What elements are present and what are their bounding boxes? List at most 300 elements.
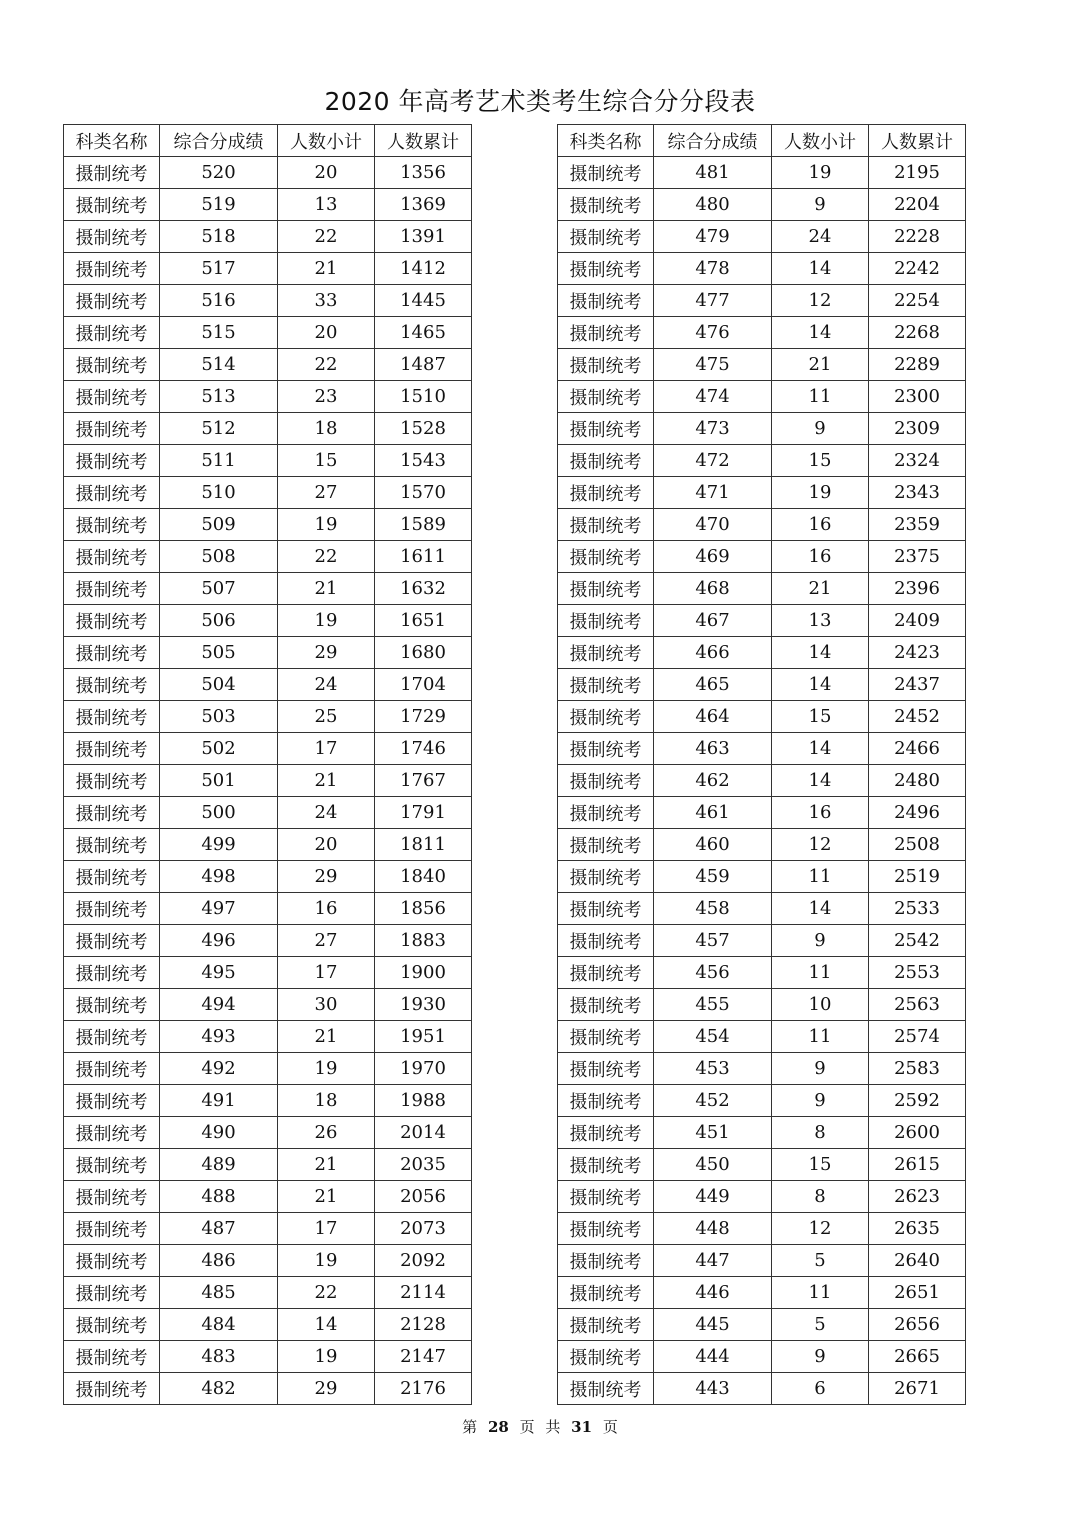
page-footer <box>0 1417 1080 1437</box>
table-row <box>558 893 966 925</box>
cell-category: 摄制统考 <box>558 1181 654 1213</box>
cell-count: 21 <box>278 1149 375 1181</box>
cell-category: 摄制统考 <box>558 1373 654 1405</box>
cell-category: 摄制统考 <box>558 1309 654 1341</box>
table-row <box>558 1245 966 1277</box>
cell-cumulative: 1951 <box>375 1021 472 1053</box>
cell-cumulative: 2542 <box>869 925 966 957</box>
cell-count: 19 <box>278 509 375 541</box>
cell-count: 14 <box>772 317 869 349</box>
cell-category: 摄制统考 <box>558 829 654 861</box>
cell-cumulative: 1930 <box>375 989 472 1021</box>
cell-score: 508 <box>160 541 278 573</box>
cell-cumulative: 1651 <box>375 605 472 637</box>
table-row <box>558 157 966 189</box>
cell-category: 摄制统考 <box>558 157 654 189</box>
cell-score: 482 <box>160 1373 278 1405</box>
cell-cumulative: 2268 <box>869 317 966 349</box>
cell-cumulative: 2375 <box>869 541 966 573</box>
cell-category: 摄制统考 <box>558 253 654 285</box>
table-row <box>64 285 472 317</box>
table-row <box>64 1021 472 1053</box>
cell-count: 20 <box>278 317 375 349</box>
cell-cumulative: 2553 <box>869 957 966 989</box>
table-row <box>64 829 472 861</box>
cell-count: 25 <box>278 701 375 733</box>
cell-count: 14 <box>772 733 869 765</box>
cell-score: 510 <box>160 477 278 509</box>
cell-count: 27 <box>278 925 375 957</box>
cell-score: 465 <box>654 669 772 701</box>
cell-cumulative: 2519 <box>869 861 966 893</box>
cell-cumulative: 1445 <box>375 285 472 317</box>
cell-score: 454 <box>654 1021 772 1053</box>
cell-count: 21 <box>278 1021 375 1053</box>
cell-category: 摄制统考 <box>558 1277 654 1309</box>
cell-count: 21 <box>772 573 869 605</box>
footer-suffix: 页 <box>602 1418 618 1436</box>
cell-category: 摄制统考 <box>558 765 654 797</box>
table-row <box>558 285 966 317</box>
cell-count: 9 <box>772 1085 869 1117</box>
cell-cumulative: 1510 <box>375 381 472 413</box>
cell-count: 18 <box>278 1085 375 1117</box>
cell-category: 摄制统考 <box>558 477 654 509</box>
cell-score: 484 <box>160 1309 278 1341</box>
table-row <box>64 221 472 253</box>
cell-count: 16 <box>278 893 375 925</box>
cell-category: 摄制统考 <box>558 1245 654 1277</box>
cell-score: 495 <box>160 957 278 989</box>
cell-cumulative: 2147 <box>375 1341 472 1373</box>
cell-score: 448 <box>654 1213 772 1245</box>
cell-count: 11 <box>772 861 869 893</box>
cell-score: 505 <box>160 637 278 669</box>
cell-cumulative: 2671 <box>869 1373 966 1405</box>
cell-count: 8 <box>772 1117 869 1149</box>
cell-score: 509 <box>160 509 278 541</box>
cell-score: 450 <box>654 1149 772 1181</box>
table-row <box>558 1373 966 1405</box>
table-row <box>64 669 472 701</box>
cell-score: 475 <box>654 349 772 381</box>
cell-score: 470 <box>654 509 772 541</box>
cell-cumulative: 2615 <box>869 1149 966 1181</box>
cell-score: 507 <box>160 573 278 605</box>
cell-score: 517 <box>160 253 278 285</box>
cell-score: 451 <box>654 1117 772 1149</box>
table-row <box>64 1149 472 1181</box>
cell-cumulative: 2508 <box>869 829 966 861</box>
table-row <box>64 189 472 221</box>
cell-cumulative: 2437 <box>869 669 966 701</box>
cell-category: 摄制统考 <box>64 1373 160 1405</box>
table-row <box>558 1021 966 1053</box>
cell-cumulative: 2092 <box>375 1245 472 1277</box>
cell-count: 11 <box>772 957 869 989</box>
cell-score: 512 <box>160 413 278 445</box>
cell-cumulative: 1791 <box>375 797 472 829</box>
cell-cumulative: 1632 <box>375 573 472 605</box>
cell-cumulative: 2583 <box>869 1053 966 1085</box>
cell-score: 455 <box>654 989 772 1021</box>
cell-cumulative: 2195 <box>869 157 966 189</box>
cell-count: 22 <box>278 541 375 573</box>
cell-category: 摄制统考 <box>64 573 160 605</box>
footer-middle: 页 共 <box>519 1418 561 1436</box>
cell-category: 摄制统考 <box>64 1277 160 1309</box>
cell-category: 摄制统考 <box>558 733 654 765</box>
cell-category: 摄制统考 <box>64 893 160 925</box>
cell-count: 15 <box>772 701 869 733</box>
cell-cumulative: 2128 <box>375 1309 472 1341</box>
cell-score: 493 <box>160 1021 278 1053</box>
cell-category: 摄制统考 <box>558 605 654 637</box>
cell-cumulative: 2635 <box>869 1213 966 1245</box>
cell-count: 24 <box>278 797 375 829</box>
cell-count: 9 <box>772 1053 869 1085</box>
table-row <box>558 349 966 381</box>
cell-score: 504 <box>160 669 278 701</box>
cell-score: 453 <box>654 1053 772 1085</box>
cell-cumulative: 1840 <box>375 861 472 893</box>
cell-cumulative: 1811 <box>375 829 472 861</box>
cell-cumulative: 1988 <box>375 1085 472 1117</box>
cell-cumulative: 2533 <box>869 893 966 925</box>
cell-count: 16 <box>772 541 869 573</box>
cell-count: 14 <box>772 637 869 669</box>
cell-cumulative: 2656 <box>869 1309 966 1341</box>
table-row <box>558 413 966 445</box>
cell-score: 445 <box>654 1309 772 1341</box>
cell-cumulative: 2204 <box>869 189 966 221</box>
cell-score: 514 <box>160 349 278 381</box>
cell-cumulative: 2423 <box>869 637 966 669</box>
cell-category: 摄制统考 <box>64 765 160 797</box>
cell-category: 摄制统考 <box>558 893 654 925</box>
cell-cumulative: 1680 <box>375 637 472 669</box>
cell-cumulative: 1589 <box>375 509 472 541</box>
table-row <box>558 1181 966 1213</box>
table-row <box>64 1053 472 1085</box>
cell-score: 501 <box>160 765 278 797</box>
cell-count: 12 <box>772 1213 869 1245</box>
cell-cumulative: 2114 <box>375 1277 472 1309</box>
table-row <box>64 445 472 477</box>
cell-cumulative: 2254 <box>869 285 966 317</box>
table-row <box>558 381 966 413</box>
footer-total-pages: 31 <box>571 1418 593 1436</box>
cell-count: 29 <box>278 637 375 669</box>
cell-score: 492 <box>160 1053 278 1085</box>
cell-category: 摄制统考 <box>64 989 160 1021</box>
table-row <box>558 1213 966 1245</box>
cell-category: 摄制统考 <box>64 797 160 829</box>
table-row <box>558 189 966 221</box>
cell-cumulative: 2640 <box>869 1245 966 1277</box>
cell-cumulative: 1970 <box>375 1053 472 1085</box>
table-row <box>558 317 966 349</box>
table-row <box>64 1373 472 1405</box>
cell-score: 456 <box>654 957 772 989</box>
cell-count: 22 <box>278 349 375 381</box>
table-row <box>558 733 966 765</box>
cell-category: 摄制统考 <box>558 541 654 573</box>
cell-count: 11 <box>772 1277 869 1309</box>
cell-count: 20 <box>278 157 375 189</box>
table-row <box>558 861 966 893</box>
cell-cumulative: 1883 <box>375 925 472 957</box>
cell-category: 摄制统考 <box>64 1341 160 1373</box>
cell-category: 摄制统考 <box>558 1085 654 1117</box>
cell-category: 摄制统考 <box>64 477 160 509</box>
cell-cumulative: 2056 <box>375 1181 472 1213</box>
table-row <box>64 701 472 733</box>
cell-cumulative: 2409 <box>869 605 966 637</box>
cell-count: 5 <box>772 1245 869 1277</box>
cell-count: 26 <box>278 1117 375 1149</box>
header-count: 人数小计 <box>772 125 869 157</box>
header-cumulative: 人数累计 <box>869 125 966 157</box>
cell-cumulative: 2309 <box>869 413 966 445</box>
cell-score: 477 <box>654 285 772 317</box>
cell-cumulative: 1856 <box>375 893 472 925</box>
cell-score: 473 <box>654 413 772 445</box>
cell-count: 16 <box>772 797 869 829</box>
table-row <box>64 925 472 957</box>
cell-count: 21 <box>278 765 375 797</box>
cell-category: 摄制统考 <box>558 349 654 381</box>
cell-category: 摄制统考 <box>64 733 160 765</box>
cell-count: 21 <box>278 1181 375 1213</box>
cell-category: 摄制统考 <box>558 1021 654 1053</box>
table-body-right <box>558 157 966 1405</box>
cell-category: 摄制统考 <box>64 541 160 573</box>
table-row <box>64 1213 472 1245</box>
cell-score: 474 <box>654 381 772 413</box>
table-row <box>64 989 472 1021</box>
cell-count: 5 <box>772 1309 869 1341</box>
cell-category: 摄制统考 <box>64 701 160 733</box>
cell-category: 摄制统考 <box>558 573 654 605</box>
cell-cumulative: 1465 <box>375 317 472 349</box>
table-row <box>64 1309 472 1341</box>
cell-category: 摄制统考 <box>558 1149 654 1181</box>
cell-category: 摄制统考 <box>558 1117 654 1149</box>
table-row <box>64 157 472 189</box>
cell-score: 487 <box>160 1213 278 1245</box>
cell-category: 摄制统考 <box>558 221 654 253</box>
cell-score: 447 <box>654 1245 772 1277</box>
cell-count: 6 <box>772 1373 869 1405</box>
cell-score: 469 <box>654 541 772 573</box>
cell-cumulative: 2300 <box>869 381 966 413</box>
cell-score: 519 <box>160 189 278 221</box>
cell-count: 12 <box>772 285 869 317</box>
cell-score: 444 <box>654 1341 772 1373</box>
cell-cumulative: 2480 <box>869 765 966 797</box>
cell-cumulative: 1391 <box>375 221 472 253</box>
table-row <box>64 765 472 797</box>
cell-score: 511 <box>160 445 278 477</box>
cell-cumulative: 1746 <box>375 733 472 765</box>
cell-score: 488 <box>160 1181 278 1213</box>
header-count: 人数小计 <box>278 125 375 157</box>
table-row <box>558 253 966 285</box>
cell-cumulative: 1487 <box>375 349 472 381</box>
cell-score: 476 <box>654 317 772 349</box>
cell-score: 494 <box>160 989 278 1021</box>
header-category: 科类名称 <box>64 125 160 157</box>
table-row <box>558 701 966 733</box>
table-row <box>558 1053 966 1085</box>
cell-count: 14 <box>772 669 869 701</box>
cell-score: 449 <box>654 1181 772 1213</box>
table-row <box>558 1117 966 1149</box>
cell-score: 518 <box>160 221 278 253</box>
cell-score: 486 <box>160 1245 278 1277</box>
cell-count: 9 <box>772 925 869 957</box>
table-row <box>558 509 966 541</box>
cell-score: 467 <box>654 605 772 637</box>
table-row <box>558 445 966 477</box>
table-row <box>64 349 472 381</box>
cell-cumulative: 2396 <box>869 573 966 605</box>
cell-count: 29 <box>278 861 375 893</box>
footer-prefix: 第 <box>462 1418 478 1436</box>
cell-count: 8 <box>772 1181 869 1213</box>
cell-cumulative: 2563 <box>869 989 966 1021</box>
cell-category: 摄制统考 <box>64 1117 160 1149</box>
cell-count: 9 <box>772 189 869 221</box>
cell-count: 17 <box>278 1213 375 1245</box>
cell-category: 摄制统考 <box>64 925 160 957</box>
table-row <box>558 829 966 861</box>
cell-score: 478 <box>654 253 772 285</box>
table-row <box>558 477 966 509</box>
cell-cumulative: 2623 <box>869 1181 966 1213</box>
table-row <box>64 637 472 669</box>
cell-category: 摄制统考 <box>64 637 160 669</box>
cell-score: 443 <box>654 1373 772 1405</box>
cell-cumulative: 1611 <box>375 541 472 573</box>
cell-category: 摄制统考 <box>558 1213 654 1245</box>
cell-cumulative: 2574 <box>869 1021 966 1053</box>
cell-category: 摄制统考 <box>64 253 160 285</box>
cell-count: 27 <box>278 477 375 509</box>
cell-score: 483 <box>160 1341 278 1373</box>
table-header-row <box>558 125 966 157</box>
cell-cumulative: 1528 <box>375 413 472 445</box>
cell-cumulative: 2466 <box>869 733 966 765</box>
header-cumulative: 人数累计 <box>375 125 472 157</box>
cell-category: 摄制统考 <box>558 797 654 829</box>
cell-count: 18 <box>278 413 375 445</box>
cell-score: 506 <box>160 605 278 637</box>
cell-count: 14 <box>772 253 869 285</box>
cell-count: 21 <box>278 573 375 605</box>
table-row <box>558 605 966 637</box>
cell-score: 464 <box>654 701 772 733</box>
cell-count: 14 <box>278 1309 375 1341</box>
cell-score: 500 <box>160 797 278 829</box>
table-row <box>558 1277 966 1309</box>
header-score: 综合分成绩 <box>160 125 278 157</box>
cell-count: 19 <box>278 1245 375 1277</box>
cell-cumulative: 2592 <box>869 1085 966 1117</box>
cell-count: 12 <box>772 829 869 861</box>
table-row <box>64 1245 472 1277</box>
cell-score: 491 <box>160 1085 278 1117</box>
cell-category: 摄制统考 <box>64 1021 160 1053</box>
cell-count: 20 <box>278 829 375 861</box>
cell-cumulative: 2343 <box>869 477 966 509</box>
cell-score: 480 <box>654 189 772 221</box>
cell-count: 17 <box>278 733 375 765</box>
table-row <box>558 925 966 957</box>
table-row <box>558 797 966 829</box>
cell-category: 摄制统考 <box>558 1341 654 1373</box>
cell-count: 24 <box>278 669 375 701</box>
table-row <box>558 989 966 1021</box>
cell-category: 摄制统考 <box>64 221 160 253</box>
cell-cumulative: 2073 <box>375 1213 472 1245</box>
cell-count: 9 <box>772 1341 869 1373</box>
cell-count: 14 <box>772 893 869 925</box>
cell-count: 13 <box>772 605 869 637</box>
cell-cumulative: 2359 <box>869 509 966 541</box>
cell-score: 458 <box>654 893 772 925</box>
cell-count: 19 <box>772 157 869 189</box>
table-row <box>64 381 472 413</box>
cell-score: 472 <box>654 445 772 477</box>
cell-category: 摄制统考 <box>64 1149 160 1181</box>
table-row <box>64 605 472 637</box>
cell-score: 463 <box>654 733 772 765</box>
table-row <box>558 1085 966 1117</box>
table-row <box>558 221 966 253</box>
cell-category: 摄制统考 <box>64 957 160 989</box>
cell-category: 摄制统考 <box>64 1309 160 1341</box>
table-row <box>558 957 966 989</box>
cell-category: 摄制统考 <box>558 637 654 669</box>
cell-cumulative: 2324 <box>869 445 966 477</box>
table-row <box>558 573 966 605</box>
cell-count: 19 <box>278 1053 375 1085</box>
cell-score: 457 <box>654 925 772 957</box>
cell-category: 摄制统考 <box>64 157 160 189</box>
table-row <box>64 1085 472 1117</box>
cell-score: 515 <box>160 317 278 349</box>
cell-category: 摄制统考 <box>64 1085 160 1117</box>
footer-page-number: 28 <box>487 1418 509 1436</box>
cell-score: 479 <box>654 221 772 253</box>
table-row <box>64 1117 472 1149</box>
cell-score: 489 <box>160 1149 278 1181</box>
cell-cumulative: 1412 <box>375 253 472 285</box>
cell-cumulative: 1729 <box>375 701 472 733</box>
cell-count: 29 <box>278 1373 375 1405</box>
cell-score: 503 <box>160 701 278 733</box>
cell-category: 摄制统考 <box>558 445 654 477</box>
cell-score: 516 <box>160 285 278 317</box>
cell-cumulative: 1356 <box>375 157 472 189</box>
cell-count: 16 <box>772 509 869 541</box>
cell-count: 21 <box>772 349 869 381</box>
cell-category: 摄制统考 <box>64 829 160 861</box>
score-table-right <box>557 124 966 1405</box>
table-row <box>558 1341 966 1373</box>
